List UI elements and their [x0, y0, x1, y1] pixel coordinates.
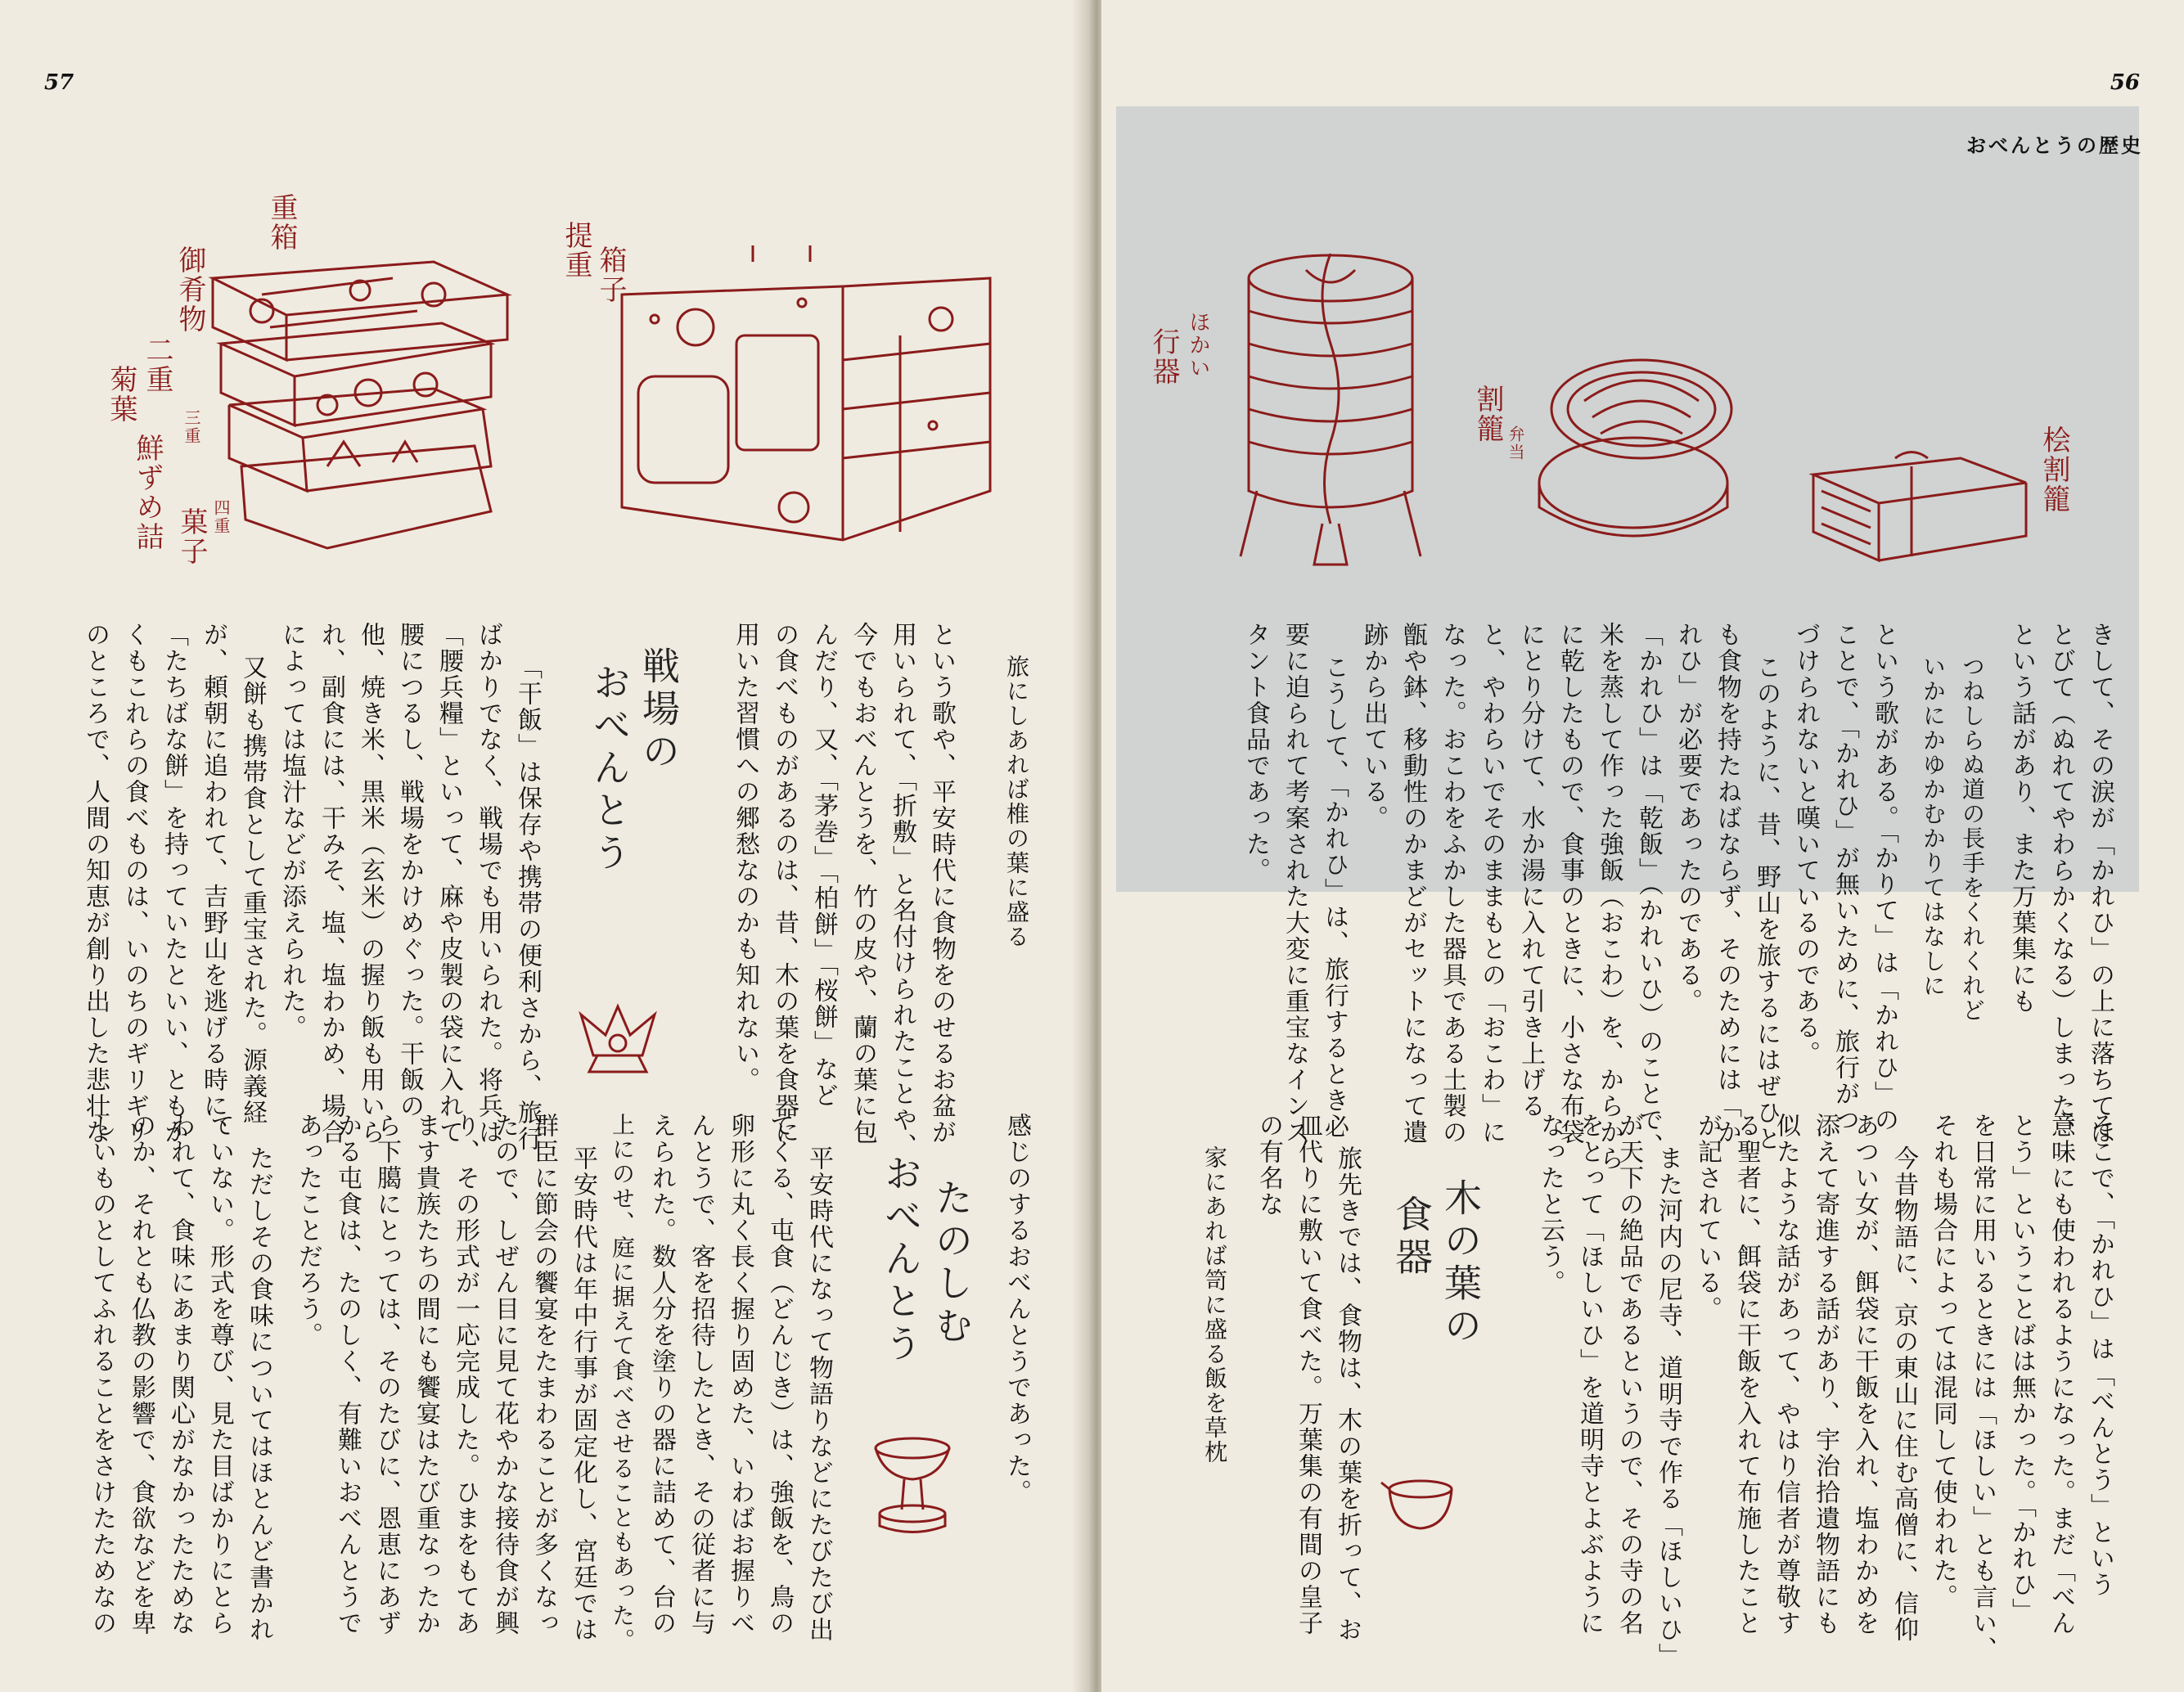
text-line: 平安時代は年中行事が固定化し、宮廷では — [569, 1145, 597, 1643]
text-line: をとって「ほしいひ」を道明寺とよぶように — [1575, 1113, 1604, 1636]
label-yonju: 四重 — [211, 499, 231, 535]
text-line: れひ」が必要であったのである。 — [1673, 622, 1702, 1015]
text-line: る聖者に、餌袋に干飯を入れて布施したこと — [1732, 1113, 1761, 1636]
label-warigo: 割籠 — [1471, 385, 1504, 443]
poem-line: いかにかゆかむかりてはなしに — [1920, 655, 1947, 998]
text-line: 群臣に節会の饗宴をたまわることが多くなっ — [529, 1113, 558, 1636]
text-line: とう」ということばは無かった。「かれひ」 — [2007, 1113, 2036, 1624]
label-hokai-reading: ほかい — [1186, 311, 1210, 380]
text-line: 「たちばな餅」を持っていたといい、ともか — [160, 622, 188, 1145]
text-line: あったことだろう。 — [294, 1113, 322, 1348]
text-line: ら下臈にとっては、そのたびに、恩恵にあず — [372, 1113, 401, 1636]
takatsuki-icon — [867, 1432, 957, 1546]
page-number-right: 56 — [2110, 70, 2140, 95]
text-line: も食物を持たねばならず、そのためには「か — [1713, 622, 1741, 1145]
text-line: タント食品であった。 — [1241, 622, 1270, 884]
text-line: あつい女が、餌袋に干飯を入れ、塩わかめを — [1850, 1113, 1879, 1636]
text-line: くもこれらの食べものは、いのちのギリギリ — [120, 622, 149, 1145]
text-line: 他、焼き米、黒米（玄米）の握り飯も用いら — [356, 622, 385, 1145]
text-line: また河内の尼寺、道明寺で作る「ほしいひ」 — [1654, 1145, 1682, 1669]
heading-tanoshimu-b: おべんとう — [879, 1154, 923, 1366]
text-line: 要に迫られて考案された大変に重宝なインス — [1281, 622, 1309, 1145]
warigo-illustration — [1527, 344, 1740, 556]
kasewarigo-illustration — [1805, 442, 2034, 565]
text-line: なった。おこわをふかした器具である土製の — [1438, 622, 1466, 1145]
heading-tanoshimu-a: たのしむ — [930, 1178, 974, 1348]
bowl-icon — [1380, 1473, 1461, 1538]
text-line: んだり、又、「茅巻」「柏餅」「桜餅」など — [809, 622, 838, 1109]
text-line: づけられないと嘆いているのである。 — [1791, 622, 1820, 1067]
text-line: の食べものがあるのは、昔、木の葉を食器に — [770, 622, 799, 1145]
text-line: んとうで、客を招待したとき、その従者に与 — [687, 1113, 715, 1636]
text-line: そこで、「かれひ」は「べんとう」という — [2086, 1113, 2114, 1598]
text-line: 「かれひ」は「乾飯」（かれいひ）のことで、 — [1634, 622, 1663, 1159]
text-line: かる屯食は、たのしく、有難いおべんとうで — [333, 1113, 362, 1636]
label-ni-contents: 菊葉 — [105, 365, 137, 424]
text-line: たので、しぜん目に見て花やかな接待食が興 — [490, 1113, 519, 1636]
text-line: 添えて寄進する話があり、宇治拾遺物語にも — [1811, 1113, 1840, 1636]
label-sanju: 三重 — [182, 409, 201, 445]
text-line: きして、その涙が「かれひ」の上に落ちてほ — [2086, 622, 2114, 1145]
text-line: 似たような話があって、やはり信者が尊敬す — [1772, 1113, 1800, 1636]
text-line: とびて（ぬれてやわらかくなる）しまった、 — [2047, 622, 2075, 1145]
label-jubako: 重箱 — [265, 193, 298, 252]
label-ni: 二重 — [141, 335, 173, 394]
text-line: 今でもおべんとうを、竹の皮や、蘭の葉に包 — [849, 622, 877, 1145]
poem-line: 家にあれば笥に盛る飯を草枕 — [1201, 1145, 1228, 1465]
text-line: 腰につるし、戦場をかけめぐった。干飯の — [395, 622, 424, 1119]
section-title: おべんとうの歴史 — [1966, 134, 2143, 157]
text-line: われて、食味にあまり関心がなかったためな — [166, 1113, 195, 1636]
text-line: ていない。形式を尊び、見た目ばかりにとら — [205, 1113, 234, 1636]
text-line: 旅先きでは、食物は、木の葉を折って、お — [1333, 1145, 1362, 1643]
text-line: 意味にも使われるようになった。まだ「べん — [2047, 1113, 2075, 1636]
label-sanju-contents: 鮮ずめ詰 — [131, 434, 164, 551]
page-number-left: 57 — [44, 70, 74, 95]
text-line: 卵形に丸く長く握り固めた、いわばお握りべ — [726, 1113, 754, 1636]
text-line: このように、昔、野山を旅するにはぜひと — [1752, 655, 1781, 1152]
label-sagejubako-sub: 箱子 — [594, 245, 627, 304]
text-line: にとり分けて、水か湯に入れて引き上げる — [1516, 622, 1545, 1119]
label-hokai: 行器 — [1147, 327, 1180, 386]
label-kasewarigo: 桧割籠 — [2038, 425, 2070, 514]
poem-line: つねしらぬ道の長手をくれくれど — [1959, 655, 1986, 1023]
text-line: 「腰兵糧」といって、麻や皮製の袋に入れて — [435, 622, 463, 1145]
text-line: それも場合によっては混同して使われた。 — [1929, 1113, 1957, 1610]
text-line: 用いられて、「折敷」と名付けられたことや、 — [888, 622, 916, 1159]
text-line: り、その形式が一応完成した。ひまをもてあ — [451, 1113, 480, 1636]
left-page — [0, 0, 1085, 1692]
text-line: ばかりでなく、戦場でも用いられた。将兵は — [474, 622, 502, 1145]
sagejubako-illustration — [606, 245, 998, 556]
text-line: 平安時代になって物語りなどにたびたび出 — [804, 1145, 833, 1643]
label-sagejubako: 提重 — [560, 221, 592, 280]
right-page — [1101, 0, 2184, 1692]
text-line: と、やわらいでそのままもとの「おこわ」に — [1477, 622, 1506, 1145]
text-line: によっては塩汁などが添えられた。 — [277, 622, 306, 1041]
text-line: 又餅も携帯食として重宝された。源義経 — [238, 655, 267, 1126]
text-line: 「干飯」は保存や携帯の便利さから、旅行 — [513, 655, 542, 1152]
text-line: 今昔物語に、京の東山に住む高僧に、信仰 — [1889, 1145, 1918, 1643]
text-line: を日常に用いるときには「ほしい」とも言い、 — [1968, 1113, 1997, 1663]
text-line: のところで、人間の知恵が創り出した悲壮な — [81, 622, 110, 1145]
text-line: れ、副食には、干みそ、塩、塩わかめ、場合 — [317, 622, 345, 1145]
text-line: しいものとしてふれることをさけたためなの — [88, 1113, 116, 1636]
label-sakanamono: 御肴物 — [173, 245, 206, 334]
text-line: 皿代りに敷いて食べた。万葉集の有間の皇子 — [1294, 1113, 1322, 1636]
text-line: 上にのせ、庭に据えて食べさせることもあった。 — [609, 1113, 636, 1653]
text-line: が記されている。 — [1693, 1113, 1722, 1322]
heading-konoha-a: 木の葉の — [1439, 1178, 1483, 1348]
text-line: が天下の絶品であるというので、その寺の名 — [1614, 1113, 1643, 1636]
text-line: えられた。数人分を塗りの器に詰めて、台の — [647, 1113, 676, 1636]
text-line: なったと云う。 — [1536, 1113, 1565, 1296]
poem-line-shii: 旅にしあれば椎の葉に盛る — [1003, 655, 1030, 949]
text-line: ことで、「かれひ」が無いために、旅行がつ — [1831, 622, 1859, 1133]
text-line: 用いた習慣への郷愁なのかも知れない。 — [731, 622, 759, 1093]
text-line: に乾したもので、食事のときに、小さな布袋 — [1556, 622, 1584, 1145]
text-line: 跡から出ている。 — [1359, 622, 1388, 831]
heading-konoha-b: 食器 — [1389, 1195, 1434, 1280]
text-line: 感じのするおべんとうであった。 — [1002, 1113, 1031, 1505]
text-line: こうして、「かれひ」は、旅行するとき必 — [1320, 655, 1349, 1140]
heading-senjo-b: おべんとう — [588, 663, 632, 875]
text-line: 甑や鉢、移動性のかまどがセットになって遺 — [1398, 622, 1427, 1145]
label-warigo-sub: 弁当 — [1506, 425, 1525, 461]
text-line: という歌がある。「かりて」は「かれひ」の — [1870, 622, 1898, 1133]
text-line: 米を蒸して作った強飯（おこわ）を、からから — [1595, 622, 1623, 1172]
text-line: てくる、屯食（どんじき）は、強飯を、鳥の — [765, 1113, 794, 1636]
text-line: ます貴族たちの間にも饗宴はたび重なったか — [412, 1113, 440, 1636]
heading-senjo-a: 戦場の — [637, 646, 681, 774]
text-line: という歌や、平安時代に食物をのせるお盆が — [927, 622, 956, 1145]
text-line: という話があり、また万葉集にも — [2007, 622, 2036, 1015]
hokai-illustration — [1224, 245, 1437, 573]
text-line: のか、それとも仏教の影響で、食欲などを卑 — [127, 1113, 155, 1636]
text-line: ただしその食味についてはほとんど書かれ — [245, 1145, 273, 1643]
text-line: が、頼朝に追われて、吉野山を逃げる時に、 — [199, 622, 227, 1145]
kabuto-icon — [573, 990, 663, 1080]
label-yonju-contents: 菓子 — [175, 507, 208, 566]
text-line: の有名な — [1254, 1113, 1283, 1217]
